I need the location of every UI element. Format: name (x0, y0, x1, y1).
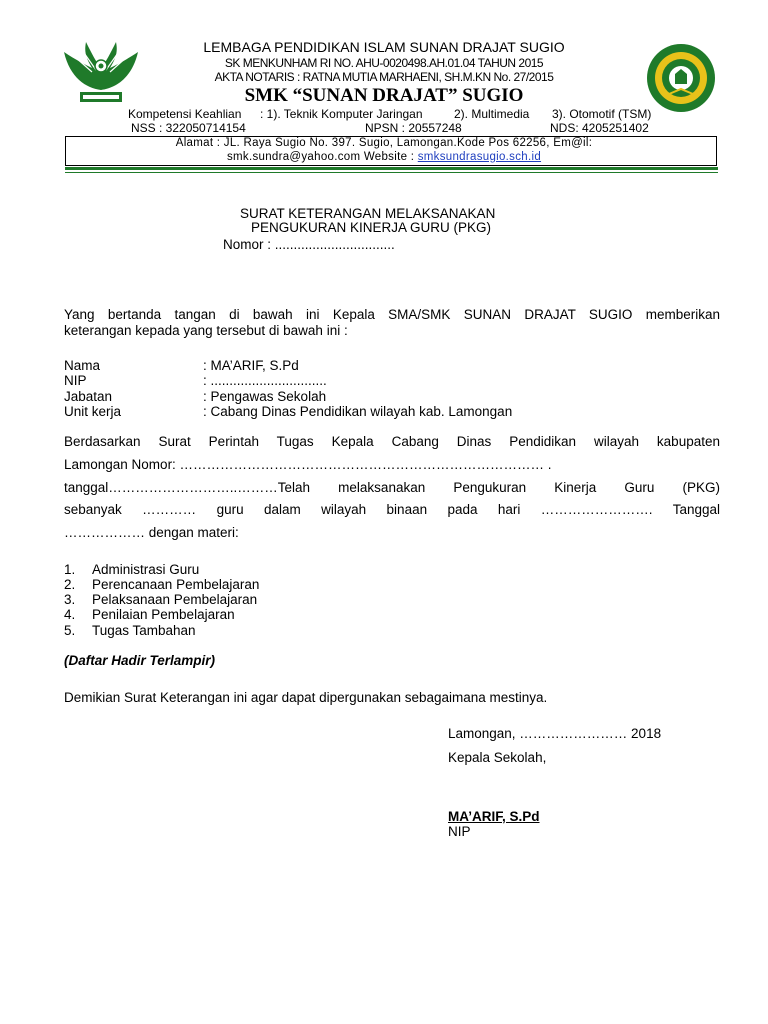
field-row-jabatan (64, 389, 326, 404)
kompetensi-item-1: : 1). Teknik Komputer Jaringan (260, 107, 423, 121)
field-row-nip (64, 373, 327, 388)
letter-title-line-2: PENGUKURAN KINERJA GURU (PKG) (251, 220, 492, 235)
list-number: 1. (64, 562, 76, 577)
list-item (64, 577, 259, 592)
list-item (64, 623, 196, 638)
field-label: Jabatan (64, 389, 113, 404)
list-text: Perencanaan Pembelajaran (92, 577, 260, 592)
list-text: Tugas Tambahan (92, 623, 196, 638)
address-line-1: Alamat : JL. Raya Sugio No. 397. Sugio, Lamongan.Kode Pos 62256, Em@il: (175, 137, 593, 149)
nds-number: NDS: 4205251402 (550, 121, 649, 135)
attachment-note: (Daftar Hadir Terlampir) (64, 653, 216, 668)
field-value: : Cabang Dinas Pendidikan wilayah kab. Lamongan (203, 404, 513, 419)
list-text: Pelaksanaan Pembelajaran (92, 592, 258, 607)
field-value: : MA’ARIF, S.Pd (203, 358, 299, 373)
field-label: Nama (64, 358, 101, 373)
list-item (64, 562, 199, 577)
paragraph-line-3: tanggal………………………..………Telah melaksanakan Pengukuran Kinerja Guru (PKG) (64, 480, 720, 495)
field-row-unit-kerja (64, 404, 512, 419)
decree-number: SK MENKUNHAM RI NO. AHU-0020498.AH.01.04 TAHUN 2015 (224, 56, 544, 70)
place-date: Lamongan, …………………… 2018 (448, 726, 662, 741)
field-label: NIP (64, 373, 87, 388)
list-number: 3. (64, 592, 76, 607)
website-link[interactable]: smksundrasugio.sch.id (417, 151, 542, 163)
notary-deed: AKTA NOTARIS : RATNA MUTIA MARHAENI, SH.M.KN No. 27/2015 (214, 70, 554, 84)
address-line-2 (0, 151, 768, 163)
npsn-number: NPSN : 20557248 (365, 121, 462, 135)
paragraph-line-2: Lamongan Nomor: ……………………………………………………………………… . (64, 457, 552, 472)
list-text: Administrasi Guru (92, 562, 200, 577)
signer-title: Kepala Sekolah, (448, 750, 547, 765)
letter-number: Nomor : ................................ (223, 237, 395, 252)
letter-title-line-1: SURAT KETERANGAN MELAKSANAKAN (240, 206, 496, 221)
email-text: smk.sundra@yahoo.com Website : (226, 151, 418, 163)
intro-line-1: Yang bertanda tangan di bawah ini Kepala SMA/SMK SUNAN DRAJAT SUGIO memberikan (64, 307, 720, 322)
paragraph-line-4: sebanyak ………… guru dalam wilayah binaan pada hari ……………………. Tanggal (64, 502, 720, 517)
list-text: Penilaian Pembelajaran (92, 607, 235, 622)
intro-line-2: keterangan kepada yang tersebut di bawah ini : (64, 323, 348, 338)
signer-nip: NIP (448, 824, 471, 839)
list-number: 4. (64, 607, 76, 622)
list-number: 5. (64, 623, 76, 638)
signer-name: MA’ARIF, S.Pd (448, 809, 540, 824)
paragraph-line-5: ……………… dengan materi: (64, 525, 239, 540)
paragraph-line-1: Berdasarkan Surat Perintah Tugas Kepala Cabang Dinas Pendidikan wilayah kabupaten (64, 434, 720, 449)
list-item (64, 607, 235, 622)
field-row-nama (64, 358, 299, 373)
nss-number: NSS : 322050714154 (131, 121, 246, 135)
header-rule-thick (65, 167, 718, 170)
header-rule-thin (65, 172, 718, 173)
institution-name: LEMBAGA PENDIDIKAN ISLAM SUNAN DRAJAT SUGIO (203, 39, 565, 55)
kompetensi-item-2: 2). Multimedia (454, 107, 530, 121)
field-value: : Pengawas Sekolah (203, 389, 327, 404)
list-item (64, 592, 257, 607)
field-value: : ............................... (203, 373, 327, 388)
school-name: SMK “SUNAN DRAJAT” SUGIO (244, 85, 524, 106)
list-number: 2. (64, 577, 76, 592)
kompetensi-label: Kompetensi Keahlian (128, 107, 242, 121)
closing-statement: Demikian Surat Keterangan ini agar dapat dipergunakan sebagaimana mestinya. (64, 690, 548, 705)
kompetensi-item-3: 3). Otomotif (TSM) (552, 107, 652, 121)
field-label: Unit kerja (64, 404, 122, 419)
